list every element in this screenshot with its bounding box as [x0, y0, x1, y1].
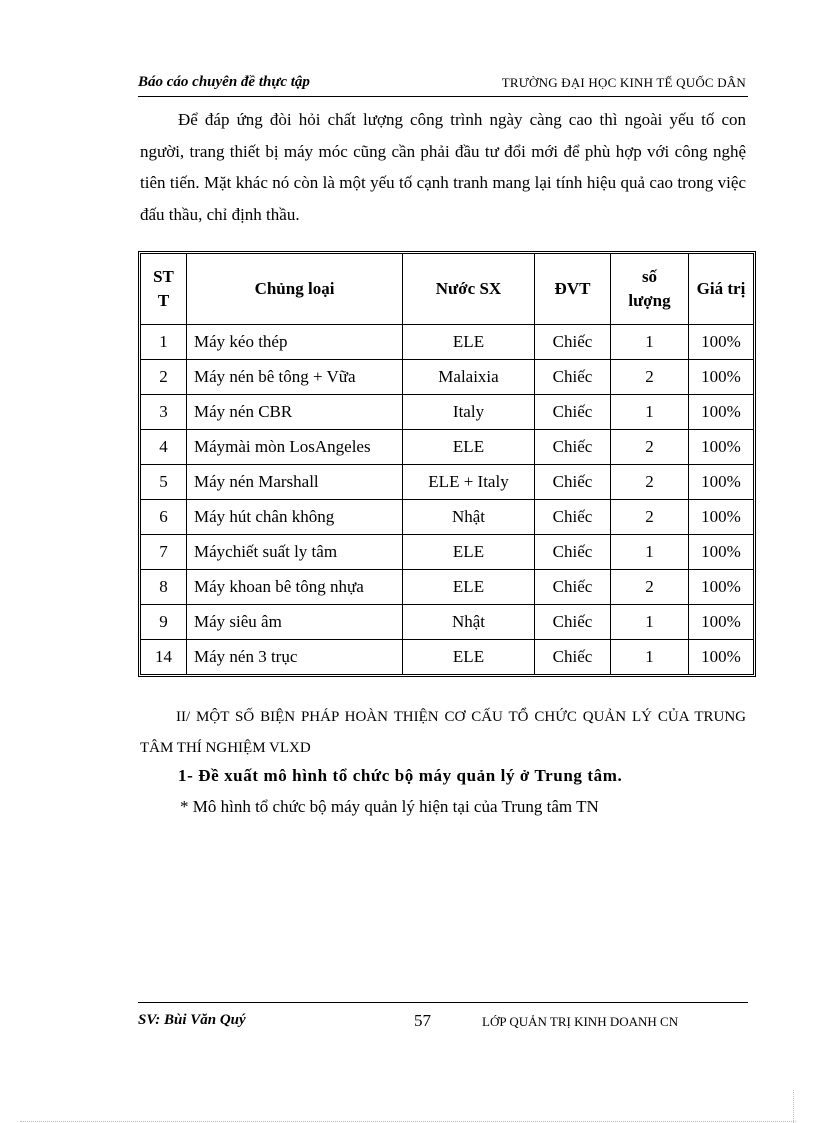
- cell-country: ELE: [403, 430, 535, 465]
- cell-value: 100%: [689, 360, 753, 395]
- subheading-current-model: * Mô hình tổ chức bộ máy quản lý hiện tại của Trung tâm TN: [180, 797, 599, 816]
- cell-quantity: 2: [611, 570, 689, 605]
- table-row: [141, 465, 753, 500]
- page-header: [138, 74, 748, 97]
- section-heading: II/ MỘT SỐ BIỆN PHÁP HOÀN THIỆN CƠ CẤU TỔ CHỨC QUẢN LÝ CỦA TRUNG TÂM THÍ NGHIỆM VLXD: [140, 709, 746, 756]
- cell-stt: 3: [141, 395, 187, 430]
- intro-paragraph: Để đáp ứng đòi hỏi chất lượng công trình ngày càng cao thì ngoài yếu tố con người, trang thiết bị máy móc cũng cần phải đầu tư đổi mới để phù hợp với công nghệ tiên tiến. Mặt khác nó còn là một yếu tố cạnh tranh mang lại tính hiệu quả cao trong việc đấu thầu, chỉ định thầu.: [140, 110, 746, 224]
- cell-value: 100%: [689, 395, 753, 430]
- cell-value: 100%: [689, 570, 753, 605]
- cell-stt: 4: [141, 430, 187, 465]
- header-country: Nước SX: [403, 254, 535, 325]
- university-name: TRƯỜNG ĐẠI HỌC KINH TẾ QUỐC DÂN: [501, 75, 746, 90]
- cell-unit: Chiếc: [535, 535, 611, 570]
- cell-equipment-name: Máymài mòn LosAngeles: [187, 430, 403, 465]
- cell-unit: Chiếc: [535, 430, 611, 465]
- cell-value: 100%: [689, 465, 753, 500]
- header-type: Chủng loại: [187, 254, 403, 325]
- header-unit: ĐVT: [535, 254, 611, 325]
- cell-country: Italy: [403, 395, 535, 430]
- cell-value: 100%: [689, 325, 753, 360]
- cell-equipment-name: Máy nén bê tông + Vữa: [187, 360, 403, 395]
- table-row: [141, 395, 753, 430]
- cell-unit: Chiếc: [535, 395, 611, 430]
- table-row: [141, 570, 753, 605]
- class-name: LỚP QUẢN TRỊ KINH DOANH CN: [482, 1014, 679, 1029]
- cell-stt: 9: [141, 605, 187, 640]
- cell-stt: 2: [141, 360, 187, 395]
- cell-unit: Chiếc: [535, 640, 611, 674]
- page-number: 57: [414, 1011, 431, 1030]
- header-stt: ST T: [141, 254, 187, 325]
- page-edge-divider-vertical: [793, 1090, 794, 1123]
- header-quantity: số lượng: [611, 254, 689, 325]
- cell-stt: 14: [141, 640, 187, 674]
- cell-country: Nhật: [403, 605, 535, 640]
- cell-country: Nhật: [403, 500, 535, 535]
- cell-value: 100%: [689, 430, 753, 465]
- cell-quantity: 2: [611, 360, 689, 395]
- cell-country: ELE: [403, 640, 535, 674]
- cell-quantity: 2: [611, 430, 689, 465]
- page-edge-divider: [20, 1121, 796, 1122]
- cell-stt: 5: [141, 465, 187, 500]
- cell-unit: Chiếc: [535, 360, 611, 395]
- cell-equipment-name: Máy nén CBR: [187, 395, 403, 430]
- cell-unit: Chiếc: [535, 605, 611, 640]
- header-value: Giá trị: [689, 254, 753, 325]
- table-row: [141, 325, 753, 360]
- subheading-proposal: 1- Đề xuất mô hình tổ chức bộ máy quản lý ở Trung tâm.: [178, 766, 623, 785]
- cell-equipment-name: Máy nén 3 trục: [187, 640, 403, 674]
- cell-country: ELE + Italy: [403, 465, 535, 500]
- cell-value: 100%: [689, 500, 753, 535]
- report-title: Báo cáo chuyên đề thực tập: [138, 74, 310, 90]
- cell-country: ELE: [403, 535, 535, 570]
- cell-country: ELE: [403, 325, 535, 360]
- cell-stt: 8: [141, 570, 187, 605]
- cell-unit: Chiếc: [535, 465, 611, 500]
- cell-stt: 6: [141, 500, 187, 535]
- cell-quantity: 2: [611, 465, 689, 500]
- table-row: [141, 640, 753, 674]
- cell-quantity: 1: [611, 395, 689, 430]
- cell-quantity: 1: [611, 325, 689, 360]
- cell-country: Malaixia: [403, 360, 535, 395]
- student-name: SV: Bùi Văn Quý: [138, 1012, 246, 1028]
- cell-stt: 7: [141, 535, 187, 570]
- cell-equipment-name: Máy nén Marshall: [187, 465, 403, 500]
- cell-quantity: 1: [611, 535, 689, 570]
- table-row: [141, 535, 753, 570]
- equipment-table: [138, 251, 756, 677]
- cell-stt: 1: [141, 325, 187, 360]
- cell-unit: Chiếc: [535, 500, 611, 535]
- cell-equipment-name: Máy hút chân không: [187, 500, 403, 535]
- cell-equipment-name: Máychiết suất ly tâm: [187, 535, 403, 570]
- cell-value: 100%: [689, 535, 753, 570]
- cell-unit: Chiếc: [535, 325, 611, 360]
- cell-quantity: 2: [611, 500, 689, 535]
- table-row: [141, 605, 753, 640]
- table-row: [141, 360, 753, 395]
- table-row: [141, 430, 753, 465]
- cell-quantity: 1: [611, 605, 689, 640]
- table-header-row: [141, 254, 753, 325]
- cell-equipment-name: Máy kéo thép: [187, 325, 403, 360]
- cell-equipment-name: Máy siêu âm: [187, 605, 403, 640]
- cell-value: 100%: [689, 605, 753, 640]
- cell-country: ELE: [403, 570, 535, 605]
- cell-quantity: 1: [611, 640, 689, 674]
- table-row: [141, 500, 753, 535]
- cell-equipment-name: Máy khoan bê tông nhựa: [187, 570, 403, 605]
- cell-unit: Chiếc: [535, 570, 611, 605]
- page-footer: [138, 1002, 748, 1033]
- cell-value: 100%: [701, 647, 741, 666]
